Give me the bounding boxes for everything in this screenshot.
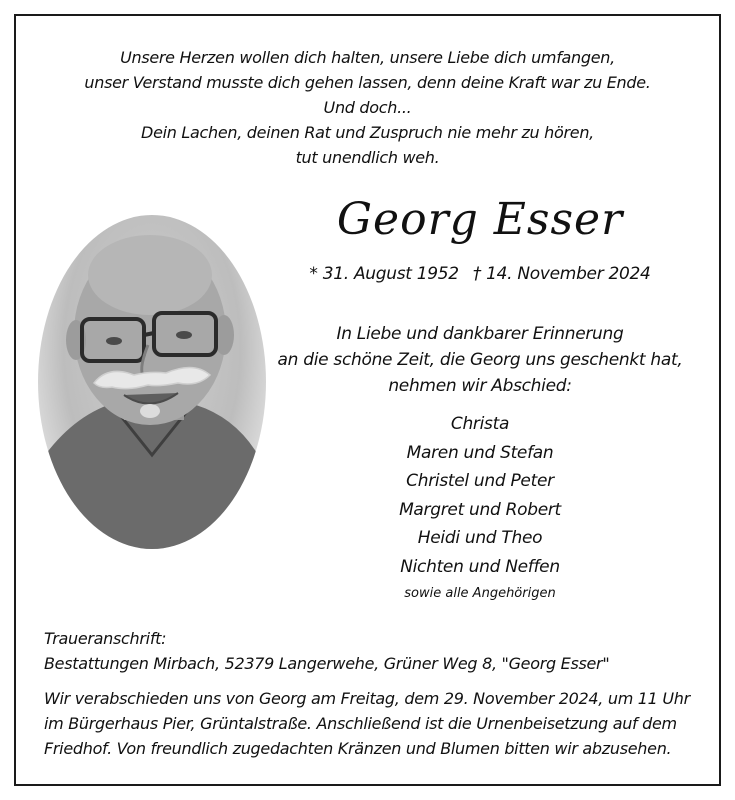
portrait-photo (38, 215, 266, 549)
service-line: Wir verabschieden uns von Georg am Freitag, dem 29. November 2024, um 11 Uhr (44, 689, 690, 708)
deceased-name: Georg Esser (336, 194, 624, 245)
farewell-line: nehmen wir Abschied: (388, 376, 572, 396)
poem (0, 45, 735, 170)
farewell-line: In Liebe und dankbarer Erinnerung (336, 324, 624, 344)
mourning-address-label: Traueranschrift: (44, 629, 167, 648)
service-info (44, 686, 704, 761)
mourning-address-value: Bestattungen Mirbach, 52379 Langerwehe, Grüner Weg 8, "Georg Esser" (44, 654, 610, 673)
family-member: Margret und Robert (399, 499, 561, 520)
service-line: im Bürgerhaus Pier, Grüntalstraße. Anschließend ist die Urnenbeisetzung auf dem (44, 714, 677, 733)
life-dates (270, 262, 690, 286)
poem-line: Unsere Herzen wollen dich halten, unsere Liebe dich umfangen, (120, 48, 615, 67)
family-member: Christel und Peter (406, 471, 554, 491)
poem-line: Dein Lachen, deinen Rat und Zuspruch nie mehr zu hören, (141, 123, 594, 142)
farewell-line: an die schöne Zeit, die Georg uns geschenkt hat, (277, 350, 683, 370)
family-member: Nichten und Neffen (400, 556, 560, 577)
mourning-address (44, 626, 609, 676)
family-member: Maren und Stefan (406, 442, 554, 463)
service-line: Friedhof. Von freundlich zugedachten Kränzen und Blumen bitten wir abzusehen. (44, 739, 672, 758)
portrait-illustration (38, 215, 266, 549)
farewell-text (255, 321, 705, 399)
family-member: Christa (450, 414, 510, 434)
family-list (330, 410, 630, 581)
birth-date: * 31. August 1952 (309, 264, 459, 284)
family-member: Heidi und Theo (417, 528, 543, 548)
relatives-note: sowie alle Angehörigen (404, 586, 556, 601)
poem-line: tut unendlich weh. (295, 148, 440, 167)
poem-line: Und doch... (323, 98, 412, 117)
death-date: † 14. November 2024 (472, 264, 651, 284)
poem-line: unser Verstand musste dich gehen lassen, denn deine Kraft war zu Ende. (84, 73, 651, 92)
